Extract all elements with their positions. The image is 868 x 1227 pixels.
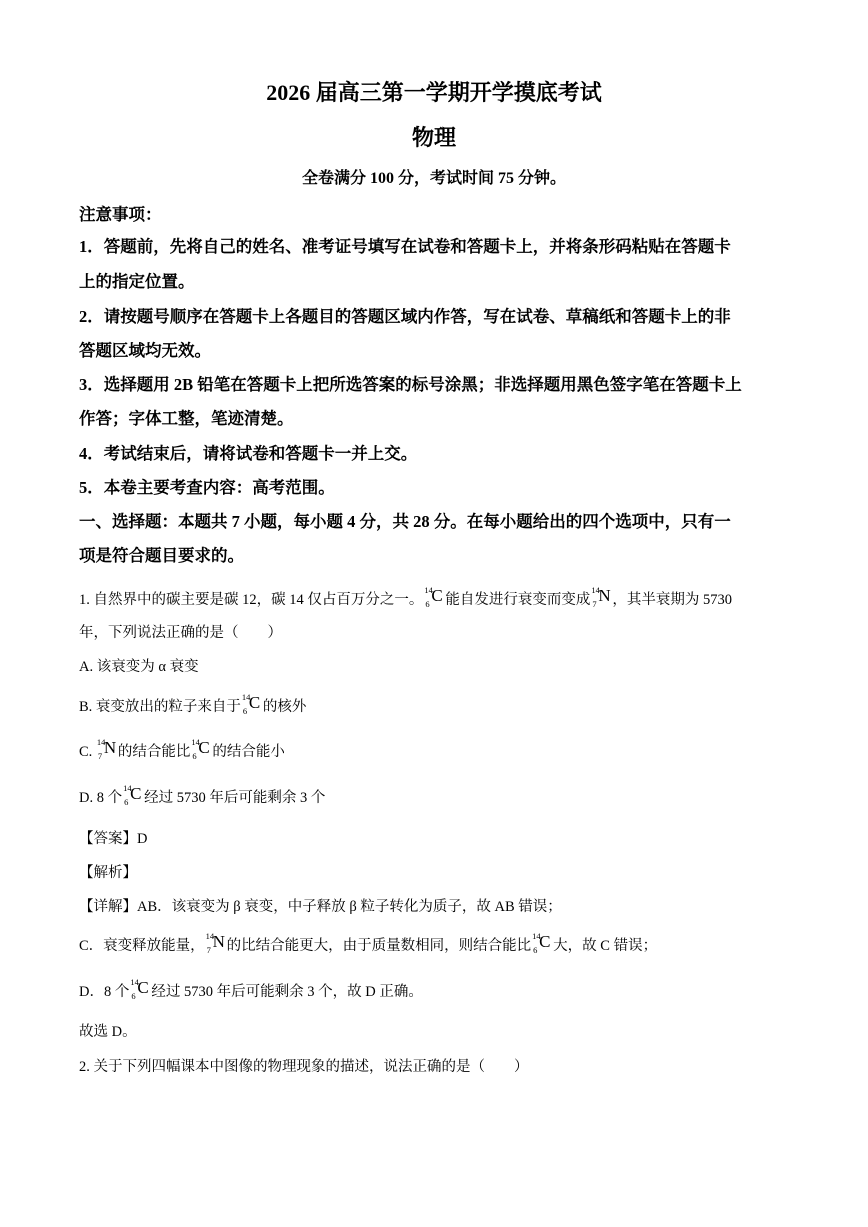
nitrogen-14-nuclide: 14 7 N xyxy=(96,737,117,761)
notice-line-7: 4．考试结束后，请将试卷和答题卡一并上交。 xyxy=(79,444,418,463)
notice-line-8: 5．本卷主要考查内容：高考范围。 xyxy=(79,478,335,497)
q1-detail-3: D．8 个 14 6 C 经过 5730 年后可能剩余 3 个，故 D 正确。 xyxy=(79,977,423,1001)
q1-option-c: C. 14 7 N 的结合能比 14 6 C 的结合能小 xyxy=(79,737,285,761)
q1-option-d: D. 8 个 14 6 C 经过 5730 年后可能剩余 3 个 xyxy=(79,783,326,807)
notice-heading: 注意事项： xyxy=(79,205,162,224)
q1-answer: 【答案】D xyxy=(79,831,148,847)
q1-detail-2: C．衰变释放能量， 14 7 N 的比结合能更大，由于质量数相同，则结合能比 14 6 C 大，故 C 错误； xyxy=(79,931,658,955)
exam-title: 2026 届高三第一学期开学摸底考试 xyxy=(266,80,602,105)
exam-meta: 全卷满分 100 分，考试时间 75 分钟。 xyxy=(301,170,566,187)
carbon-14-nuclide: 14 6 C xyxy=(241,692,261,716)
q1-stem-line-2: 年，下列说法正确的是（ ） xyxy=(79,625,282,641)
notice-line-5: 3．选择题用 2B 铅笔在答题卡上把所选答案的标号涂黑；非选择题用黑色签字笔在答题卡上 xyxy=(79,375,742,394)
nitrogen-14-nuclide: 14 7 N xyxy=(205,931,225,955)
q1-option-a: A. 该衰变为 α 衰变 xyxy=(79,659,199,675)
subject-title: 物理 xyxy=(411,125,456,150)
section-heading-line-2: 项是符合题目要求的。 xyxy=(79,546,244,565)
carbon-14-nuclide: 14 6 C xyxy=(123,783,142,807)
q1-analysis-label: 【解析】 xyxy=(79,865,137,881)
nitrogen-14-nuclide: 14 7 N xyxy=(591,585,611,609)
q1-conclusion: 故选 D。 xyxy=(79,1024,137,1040)
notice-line-2: 上的指定位置。 xyxy=(79,272,195,291)
q1-detail-1: 【详解】AB．该衰变为 β 衰变，中子释放 β 粒子转化为质子，故 AB 错误； xyxy=(79,899,562,915)
carbon-14-nuclide: 14 6 C xyxy=(532,931,551,955)
notice-line-4: 答题区域均无效。 xyxy=(79,341,211,360)
carbon-14-nuclide: 14 6 C xyxy=(130,977,149,1001)
q1-stem-line-1: 1. 自然界中的碳主要是碳 12，碳 14 仅占百万分之一。 14 6 C 能自发进行衰变而变成 14 7 N ，其半衰期为 5730 xyxy=(79,585,732,609)
carbon-14-nuclide: 14 6 C xyxy=(191,737,210,761)
notice-line-1: 1．答题前，先将自己的姓名、准考证号填写在试卷和答题卡上，并将条形码粘贴在答题卡 xyxy=(79,237,731,256)
q1-option-b: B. 衰变放出的粒子来自于 14 6 C 的核外 xyxy=(79,692,307,716)
notice-line-3: 2．请按题号顺序在答题卡上各题目的答题区域内作答，写在试卷、草稿纸和答题卡上的非 xyxy=(79,307,731,326)
section-heading-line-1: 一、选择题：本题共 7 小题，每小题 4 分，共 28 分。在每小题给出的四个选项中，只有一 xyxy=(79,512,731,531)
q2-stem: 2. 关于下列四幅课本中图像的物理现象的描述，说法正确的是（ ） xyxy=(79,1059,529,1075)
notice-line-6: 作答；字体工整，笔迹清楚。 xyxy=(79,409,294,428)
carbon-14-nuclide: 14 6 C xyxy=(424,585,443,609)
